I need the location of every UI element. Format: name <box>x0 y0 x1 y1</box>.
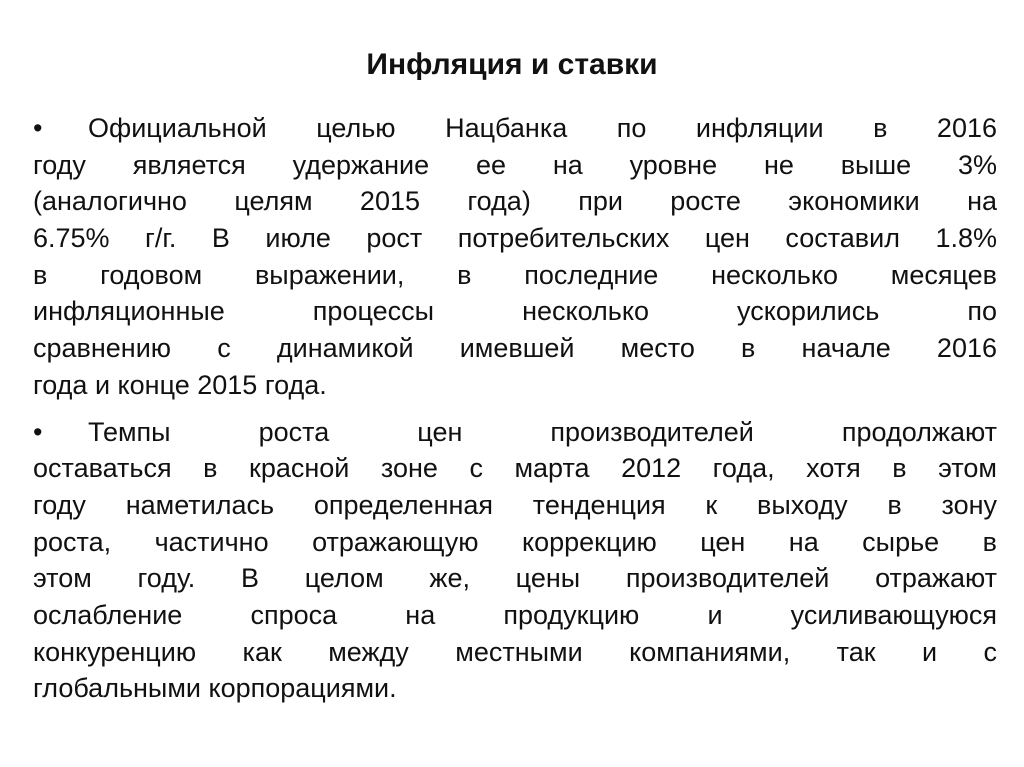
bullet-paragraph <box>33 110 997 404</box>
line-text: Официальной целью Нацбанка по инфляции в 2016 <box>88 113 997 143</box>
bullet-icon: • <box>33 113 43 143</box>
line-text: инфляционные процессы несколько ускорились по <box>33 296 997 327</box>
text-line <box>33 670 997 707</box>
text-line <box>33 450 997 487</box>
line-text: году наметилась определенная тенденция к выходу в зону <box>33 489 997 520</box>
text-line <box>33 220 997 257</box>
bullet-icon: • <box>33 416 43 447</box>
line-text: в годовом выражении, в последние несколько месяцев <box>33 259 997 290</box>
text-line <box>33 257 997 294</box>
text-line <box>33 414 997 451</box>
text-line <box>33 597 997 634</box>
text-line <box>33 487 997 524</box>
text-line <box>33 147 997 184</box>
slide-body <box>33 110 997 717</box>
text-line <box>33 560 997 597</box>
line-text: оставаться в красной зоне с марта 2012 года, хотя в этом <box>33 453 997 484</box>
line-text: ослабление спроса на продукцию и усиливающуюся <box>33 599 997 630</box>
line-text: этом году. В целом же, цены производителей отражают <box>33 563 997 594</box>
line-text: (аналогично целям 2015 года) при росте экономики на <box>33 186 997 217</box>
text-line <box>33 183 997 220</box>
line-text: глобальными корпорациями. <box>33 673 397 704</box>
line-text: 6.75% г/г. В июле рост потребительских цен составил 1.8% <box>33 223 997 254</box>
line-text: роста, частично отражающую коррекцию цен на сырье в <box>33 526 997 557</box>
text-line <box>33 330 997 367</box>
slide-title: Инфляция и ставки <box>366 48 658 81</box>
bullet-paragraph <box>33 414 997 708</box>
text-line <box>33 634 997 671</box>
line-text: Темпы роста цен производителей продолжают <box>88 416 997 447</box>
line-text: году является удержание ее на уровне не выше 3% <box>33 149 997 180</box>
text-line <box>33 524 997 561</box>
line-text: конкуренцию как между местными компаниями, так и с <box>33 636 997 667</box>
text-line <box>33 110 997 147</box>
text-line <box>33 367 997 404</box>
text-line <box>33 293 997 330</box>
line-text: сравнению с динамикой имевшей место в начале 2016 <box>33 333 997 364</box>
line-text: года и конце 2015 года. <box>33 369 327 400</box>
